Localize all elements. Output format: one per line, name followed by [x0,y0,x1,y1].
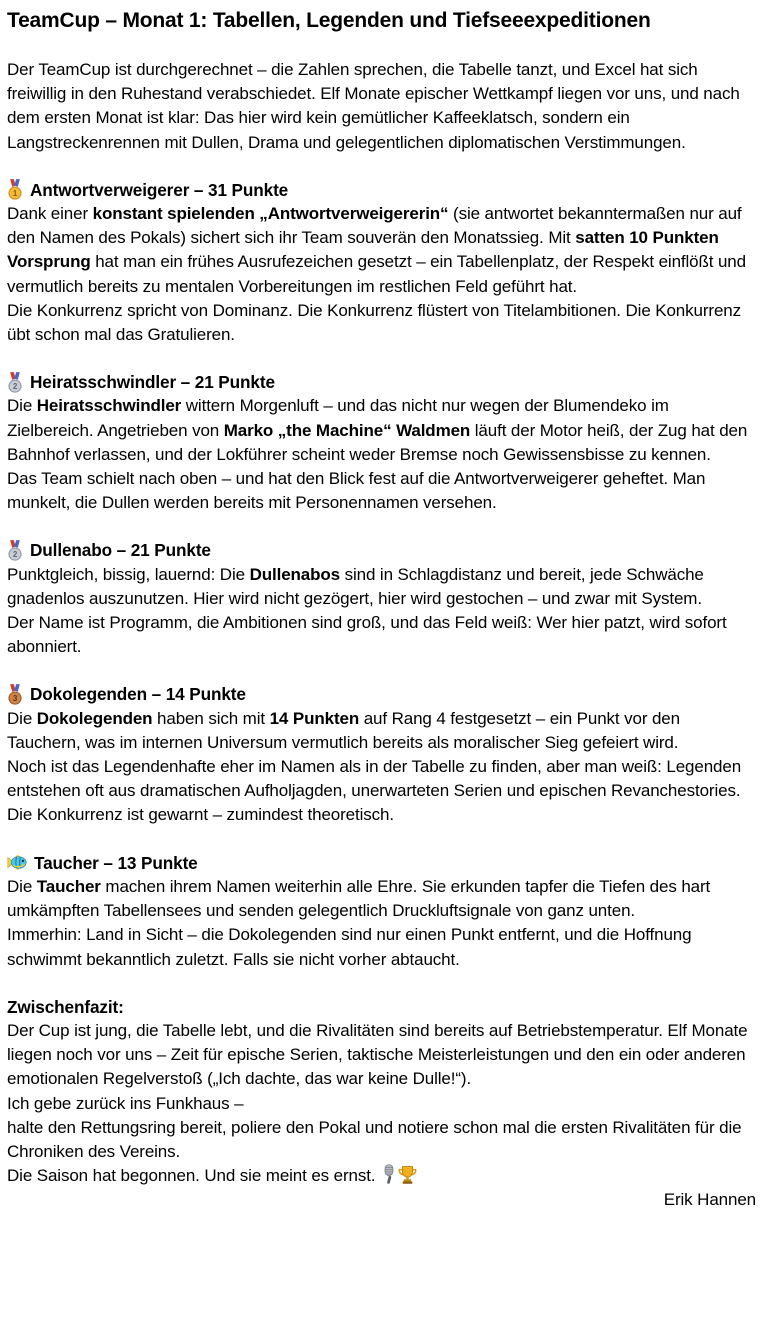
team-heading [7,682,756,706]
microphone-icon [382,1164,396,1185]
outro-paragraph [7,1164,756,1188]
section-zwischenfazit [7,995,756,1189]
svg-text:2: 2 [12,381,18,391]
team-heading-label: Taucher – 13 Punkte [34,852,198,873]
team-paragraph: Dank einer konstant spielenden „Antwortverweigererin“ (sie antwortet bekanntermaßen nur auf den Namen des Pokals) sichert sich ihr Team souverän den Monatssieg. Mit satten 10 Punkten Vorsprung hat man ein frühes Ausrufezeichen gesetzt – ein Tabellenplatz, der Respekt einflößt und vermutlich bereits zu mentalen Vorbereitungen im restlichen Feld geführt hat. [7,204,746,296]
team-heading-label: Dokolegenden – 14 Punkte [30,684,246,705]
page-title: TeamCup – Monat 1: Tabellen, Legenden und Tiefseeexpeditionen [7,9,651,32]
team-heading [7,851,756,875]
outro-closing-text: Die Saison hat begonnen. Und sie meint es ernst. [7,1166,381,1186]
team-heading [7,538,756,562]
team-paragraph: Die Dokolegenden haben sich mit 14 Punkten auf Rang 4 festgesetzt – ein Punkt vor den Tauchern, was im internen Universum vermutlich bereits als moralischer Sieg gefeiert wird. [7,708,680,752]
tropical-fish-icon [7,854,27,871]
svg-text:2: 2 [12,549,18,559]
section-dullenabo [7,538,756,659]
section-antwortverweigerer [7,178,756,347]
section-heiratsschwindler [7,370,756,515]
team-paragraph: Die Konkurrenz spricht von Dominanz. Die Konkurrenz flüstert von Titelambitionen. Die Konkurrenz übt schon mal das Gratulieren. [7,300,741,345]
team-paragraph: Immerhin: Land in Sicht – die Dokolegenden sind nur einen Punkt entfernt, und die Hoffnung schwimmt bekanntlich zuletzt. Falls sie nicht vorher abtaucht. [7,925,692,969]
outro-paragraph: Der Cup ist jung, die Tabelle lebt, und die Rivalitäten sind bereits auf Betriebstemperatur. Elf Monate liegen noch vor uns – Zeit für epische Serien, taktische Meisterleistungen und den ein oder anderen emotionalen Regelverstoß („Ich dachte, das war keine Dulle!“). [7,1020,748,1089]
team-heading [7,178,756,202]
outro-paragraph: Ich gebe zurück ins Funkhaus – [7,1093,244,1113]
silver-medal-icon [7,372,23,393]
gold-medal-icon [7,179,23,200]
outro-paragraph: halte den Rettungsring bereit, poliere den Pokal und notiere schon mal die ersten Rivalitäten für die Chroniken des Vereins. [7,1117,742,1161]
team-heading-label: Dullenabo – 21 Punkte [30,540,211,561]
bronze-medal-icon [7,684,23,705]
team-paragraph: Die Heiratsschwindler wittern Morgenluft – und das nicht nur wegen der Blumendeko im Zielbereich. Angetrieben von Marko „the Machine“ Waldmen läuft der Motor heiß, der Zug hat den Bahnhof verlassen, und der Lokführer scheint weder Bremse noch Gewissensbisse zu kennen. [7,396,748,464]
silver-medal-icon [7,540,23,561]
team-heading-label: Antwortverweigerer – 31 Punkte [30,179,289,200]
team-heading-label: Heiratsschwindler – 21 Punkte [30,372,275,393]
team-paragraph: Die Taucher machen ihrem Namen weiterhin alle Ehre. Sie erkunden tapfer die Tiefen des hart umkämpften Tabellensees und senden gelegentlich Druckluftsignale von ganz unten. [7,876,711,921]
trophy-icon [398,1165,417,1185]
intro-paragraph: Der TeamCup ist durchgerechnet – die Zahlen sprechen, die Tabelle tanzt, und Excel hat sich freiwillig in den Ruhestand verabschiedet. Elf Monate epischer Wettkampf liegen vor uns, und nach dem ersten Monat ist klar: Das hier wird kein gemütlicher Kaffeeklatsch, sondern ein Langstreckenrennen mit Dullen, Drama und gelegentlichen diplomatischen Verstimmungen. [7,60,740,152]
team-paragraph: Die Konkurrenz ist gewarnt – zumindest theoretisch. [7,805,394,825]
section-dokolegenden [7,682,756,827]
outro-heading: Zwischenfazit: [7,996,124,1017]
team-heading [7,370,756,394]
team-paragraph: Das Team schielt nach oben – und hat den Blick fest auf die Antwortverweigerer geheftet. Man munkelt, die Dullen werden bereits mit Personennamen versehen. [7,469,706,513]
svg-text:3: 3 [12,693,18,703]
team-paragraph: Noch ist das Legendenhafte eher im Namen als in der Tabelle zu finden, aber man weiß: Legenden entstehen oft aus dramatischen Aufholjagden, unerwarteten Serien und epischen Revanchestories. [7,757,742,801]
team-paragraph: Punktgleich, bissig, lauernd: Die Dullenabos sind in Schlagdistanz und bereit, jede Schwäche gnadenlos auszunutzen. Hier wird nicht gezögert, hier wird gestochen – und zwar mit System. [7,564,704,608]
section-taucher [7,851,756,972]
team-paragraph: Der Name ist Programm, die Ambitionen sind groß, und das Feld weiß: Wer hier patzt, wird sofort abonniert. [7,613,727,657]
signature: Erik Hannen [663,1190,756,1210]
svg-text:1: 1 [12,189,18,199]
